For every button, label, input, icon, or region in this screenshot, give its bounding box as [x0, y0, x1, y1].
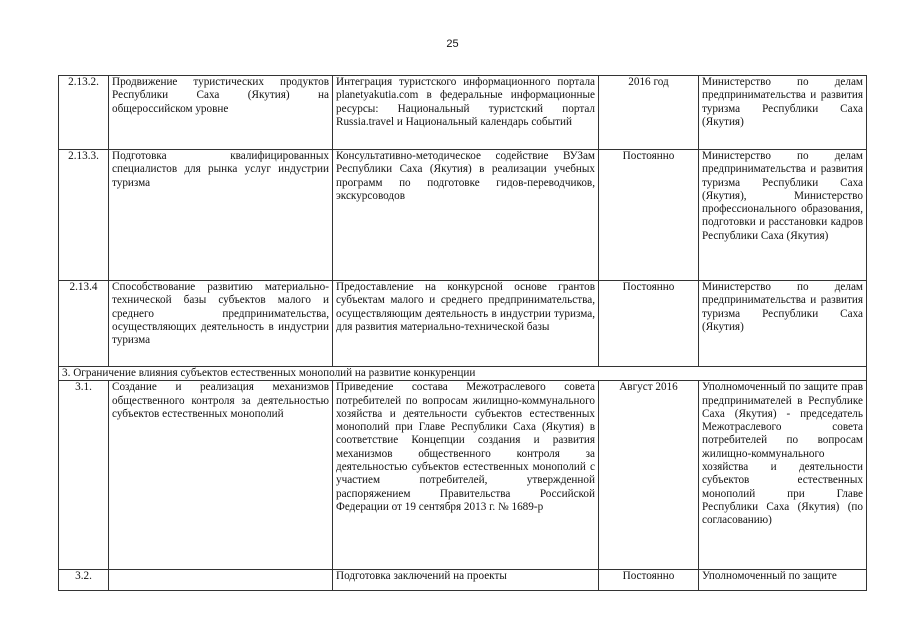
row-number: 2.13.4: [59, 281, 109, 367]
event-responsible: Уполномоченный по защите прав предпринимателей в Республике Саха (Якутия) - председатель Межотраслевого совета потребителей по вопросам жилищно-коммунального хозяйства и деятельности субъектов естественных монополий при Главе Республики Саха (Якутия) (по согласованию): [699, 381, 867, 570]
event-responsible: Министерство по делам предпринимательства и развития туризма Республики Саха (Якутия): [699, 76, 867, 150]
event-name: Подготовка квалифицированных специалистов для рынка услуг индустрии туризма: [109, 150, 333, 281]
table-row: [59, 150, 867, 281]
section-title: 3. Ограничение влияния субъектов естественных монополий на развитие конкуренции: [59, 367, 867, 381]
event-content: Приведение состава Межотраслевого совета потребителей по вопросам жилищно-коммунального хозяйства и деятельности субъектов естественных монополий при Главе Республики Саха (Якутия) в соответствие Концепции создания и развития механизмов общественного контроля за деятельностью субъектов естественных монополий с участием потребителей, утвержденной распоряжением Правительства Российской Федерации от 19 сентября 2013 г. № 1689-р: [333, 381, 599, 570]
row-number: 2.13.2.: [59, 76, 109, 150]
event-content: Подготовка заключений на проекты: [333, 570, 599, 591]
event-term: 2016 год: [599, 76, 699, 150]
event-name: Создание и реализация механизмов общественного контроля за деятельностью субъектов естественных монополий: [109, 381, 333, 570]
event-name: [109, 570, 333, 591]
row-number: 2.13.3.: [59, 150, 109, 281]
event-content: Интеграция туристского информационного портала planetyakutia.com в федеральные информационные ресурсы: Национальный туристский портал Russia.travel и Национальный календарь событий: [333, 76, 599, 150]
table-row: [59, 381, 867, 570]
table-row: [59, 570, 867, 591]
event-term: Постоянно: [599, 570, 699, 591]
event-content: Предоставление на конкурсной основе грантов субъектам малого и среднего предпринимательства, осуществляющим деятельность в индустрии туризма, для развития материально-технической базы: [333, 281, 599, 367]
event-responsible: Министерство по делам предпринимательства и развития туризма Республики Саха (Якутия), Министерство профессионального образования, подготовки и расстановки кадров Республики Саха (Якутия): [699, 150, 867, 281]
event-name: Продвижение туристических продуктов Республики Саха (Якутия) на общероссийском уровне: [109, 76, 333, 150]
event-responsible: Уполномоченный по защите: [699, 570, 867, 591]
row-number: 3.1.: [59, 381, 109, 570]
event-term: Август 2016: [599, 381, 699, 570]
event-term: Постоянно: [599, 281, 699, 367]
event-responsible: Министерство по делам предпринимательства и развития туризма Республики Саха (Якутия): [699, 281, 867, 367]
event-content: Консультативно-методическое содействие ВУЗам Республики Саха (Якутия) в реализации учебных программ по подготовке гидов-переводчиков, экскурсоводов: [333, 150, 599, 281]
action-plan-table: [58, 75, 867, 591]
event-name: Способствование развитию материально-технической базы субъектов малого и среднего предпринимательства, осуществляющих деятельность в индустрии туризма: [109, 281, 333, 367]
row-number: 3.2.: [59, 570, 109, 591]
table-row: [59, 281, 867, 367]
page-number: 25: [446, 38, 459, 50]
section-row: [59, 367, 867, 381]
event-term: Постоянно: [599, 150, 699, 281]
table-row: [59, 76, 867, 150]
